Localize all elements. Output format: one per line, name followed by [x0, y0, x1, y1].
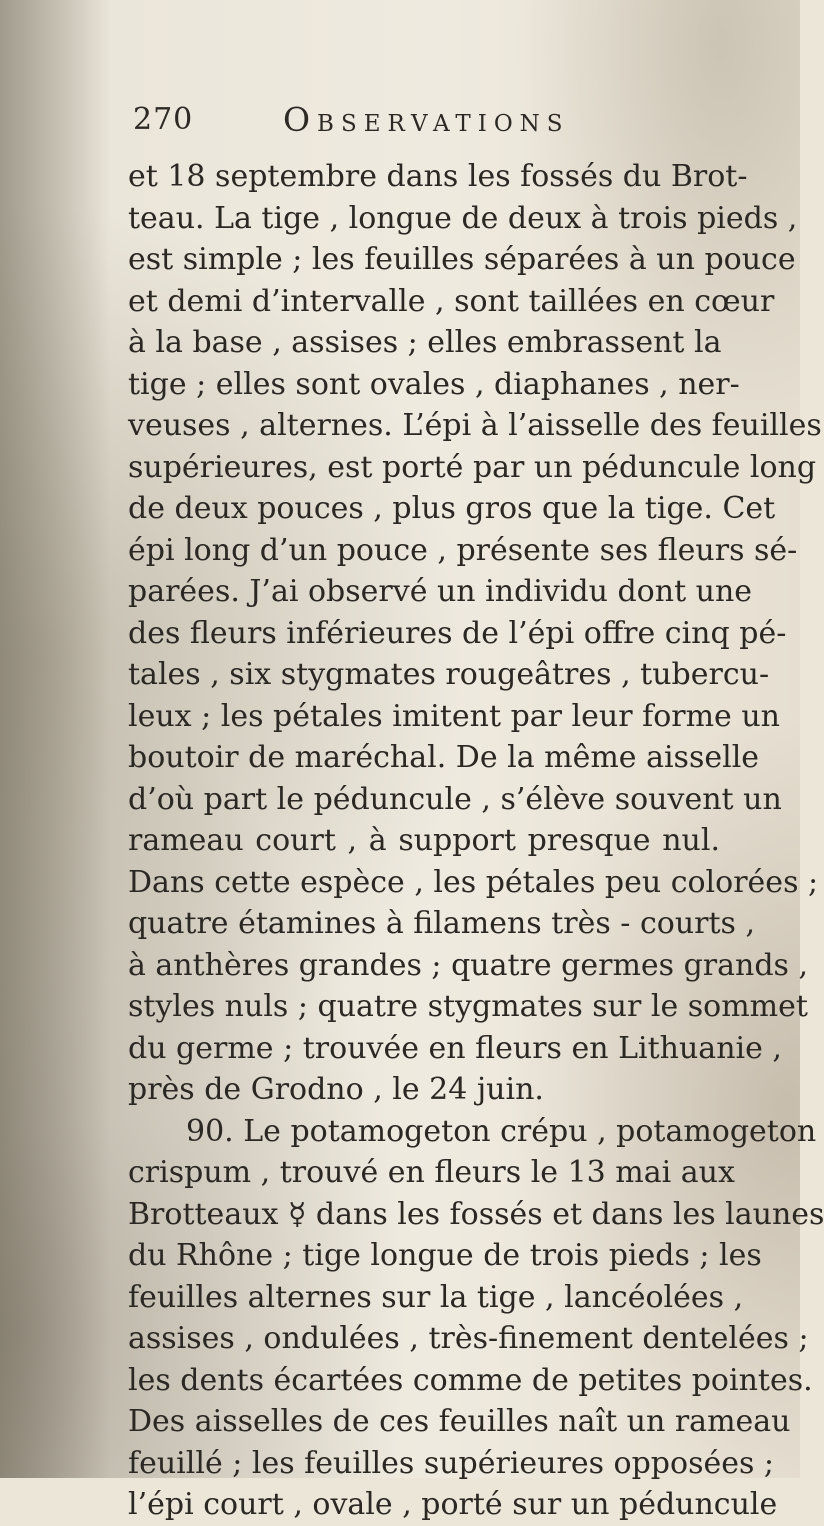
text-line: les dents écartées comme de petites pointes. — [128, 1362, 813, 1398]
text-line: l’épi court , ovale , porté sur un péduncule — [128, 1487, 778, 1522]
text-line: du germe ; trouvée en fleurs en Lithuanie , — [128, 1030, 782, 1066]
text-line: crispum , trouvé en fleurs le 13 mai aux — [128, 1155, 735, 1190]
text-line: quatre étamines à filamens très - courts , — [128, 906, 756, 941]
text-line: Brotteaux ☿ dans les fossés et dans les launes — [128, 1196, 824, 1232]
running-title: Observations — [283, 100, 570, 139]
text-line: boutoir de maréchal. De la même aisselle — [128, 740, 760, 775]
text-line: tales , six stygmates rougeâtres , tubercu- — [128, 657, 770, 692]
text-line: du Rhône ; tige longue de trois pieds ; les — [128, 1238, 762, 1273]
text-line: Dans cette espèce , les pétales peu colorées ; — [128, 864, 819, 900]
text-line: parées. J’ai observé un individu dont une — [128, 574, 753, 609]
text-line: des fleurs inférieures de l’épi offre cinq pé- — [128, 615, 787, 651]
text-line: leux ; les pétales imitent par leur forme un — [128, 698, 780, 734]
text-line: assises , ondulées , très-finement dentelées ; — [128, 1321, 809, 1356]
text-line: supérieures, est porté par un péduncule long — [128, 449, 817, 485]
text-line: près de Grodno , le 24 juin. — [128, 1072, 544, 1107]
text-line: teau. La tige , longue de deux à trois pieds , — [128, 200, 798, 236]
page-header — [118, 96, 698, 142]
page-number: 270 — [133, 102, 194, 137]
text-line: est simple ; les feuilles séparées à un pouce — [128, 242, 796, 277]
paragraph-opening-line: 90. Le potamogeton crépu , potamogeton — [186, 1113, 817, 1149]
text-line: épi long d’un pouce , présente ses fleurs sé- — [128, 532, 798, 568]
text-line: à la base , assises ; elles embrassent la — [128, 325, 722, 360]
text-line: et demi d’intervalle , sont taillées en cœur — [128, 283, 775, 319]
text-line: feuilles alternes sur la tige , lancéolées , — [128, 1279, 744, 1315]
page-edge-shadow — [0, 0, 110, 1478]
text-line: rameau court , à support presque nul. — [128, 823, 720, 858]
text-line: feuillé ; les feuilles supérieures opposées ; — [128, 1445, 775, 1481]
text-line: styles nuls ; quatre stygmates sur le sommet — [128, 989, 808, 1024]
text-line: Des aisselles de ces feuilles naît un rameau — [128, 1404, 791, 1439]
text-line: veuses , alternes. L’épi à l’aisselle des feuilles — [128, 408, 822, 443]
text-line: tige ; elles sont ovales , diaphanes , ner- — [128, 366, 740, 402]
text-line: d’où part le péduncule , s’élève souvent un — [128, 781, 782, 817]
text-line: à anthères grandes ; quatre germes grands , — [128, 947, 809, 983]
body-text — [128, 156, 824, 1526]
text-line: de deux pouces , plus gros que la tige. Cet — [128, 491, 776, 526]
text-line: et 18 septembre dans les fossés du Brot- — [128, 159, 748, 194]
